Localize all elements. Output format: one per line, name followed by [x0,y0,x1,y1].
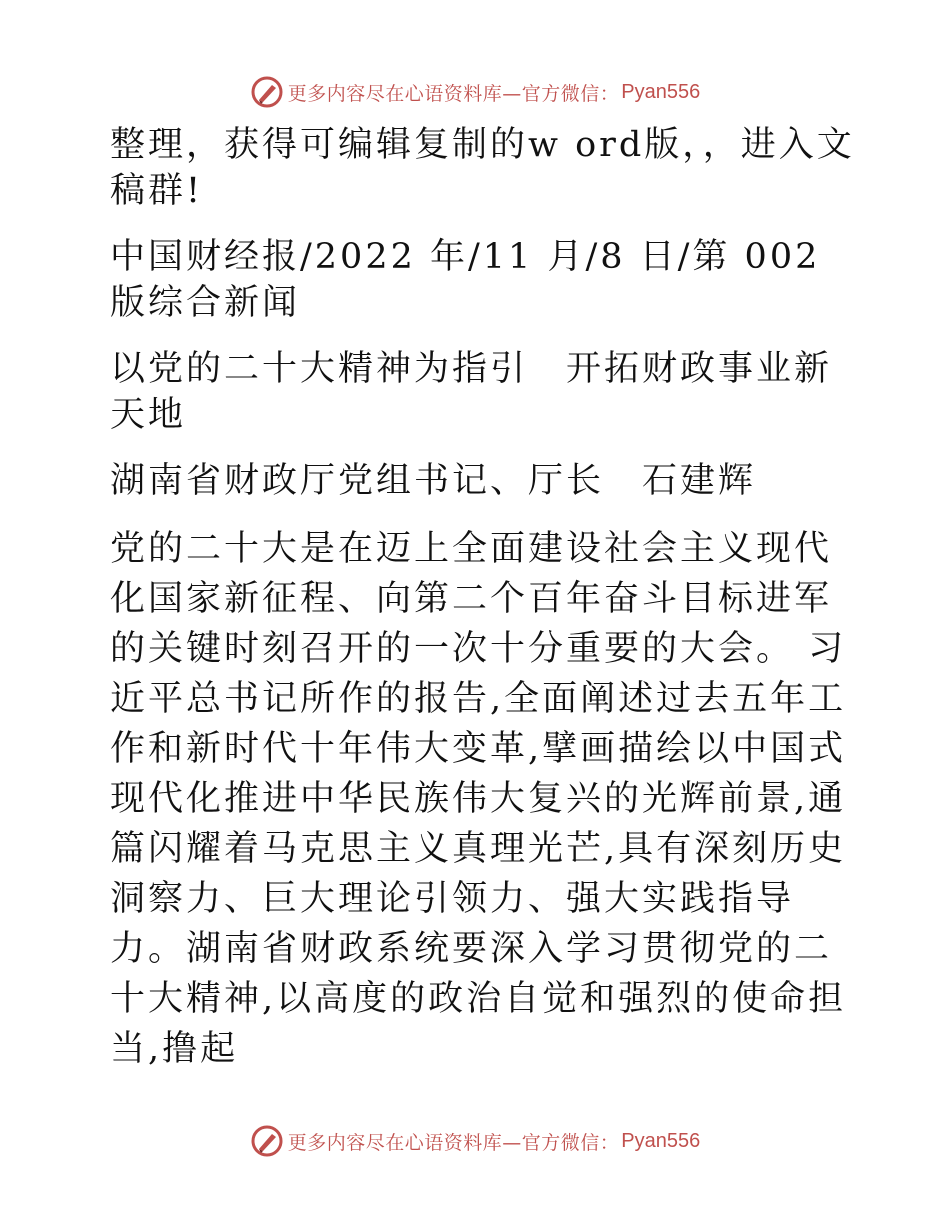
header-wechat-id: Pyan556 [621,80,701,103]
footer-banner [0,1121,950,1161]
document-body [96,122,856,1094]
article-title: 以党的二十大精神为指引 开拓财政事业新天地 [110,349,833,435]
source-line: 中国财经报/2022 年/11 月/8 日/第 002 版综合新闻 [110,237,821,323]
footer-wechat-id: Pyan556 [621,1129,701,1152]
header-banner-text: 更多内容尽在心语资料库—官方微信： [287,82,620,105]
pen-logo-icon [250,75,284,109]
intro-paragraph: 整理，获得可编辑复制的w ord版，，进入文稿群! [110,125,855,211]
author-line: 湖南省财政厅党组书记、厅长 石建辉 [110,461,757,501]
header-banner [0,72,950,112]
body-paragraph: 党的二十大是在迈上全面建设社会主义现代化国家新征程、向第二个百年奋斗目标进军的关键时刻召开的一次十分重要的大会。 习近平总书记所作的报告,全面阐述过去五年工作和新时代十年伟大变革,擘画描绘以中国式现代化推进中华民族伟大复兴的光辉前景,通篇闪耀着马克思主义真理光芒,具有深刻历史洞察力、巨大理论引领力、强大实践指导力。湖南省财政系统要深入学习贯彻党的二十大精神,以高度的政治自觉和强烈的使命担当,撸起 [110,529,847,1069]
pen-logo-icon [250,1124,284,1158]
footer-banner-text: 更多内容尽在心语资料库—官方微信： [287,1131,620,1154]
